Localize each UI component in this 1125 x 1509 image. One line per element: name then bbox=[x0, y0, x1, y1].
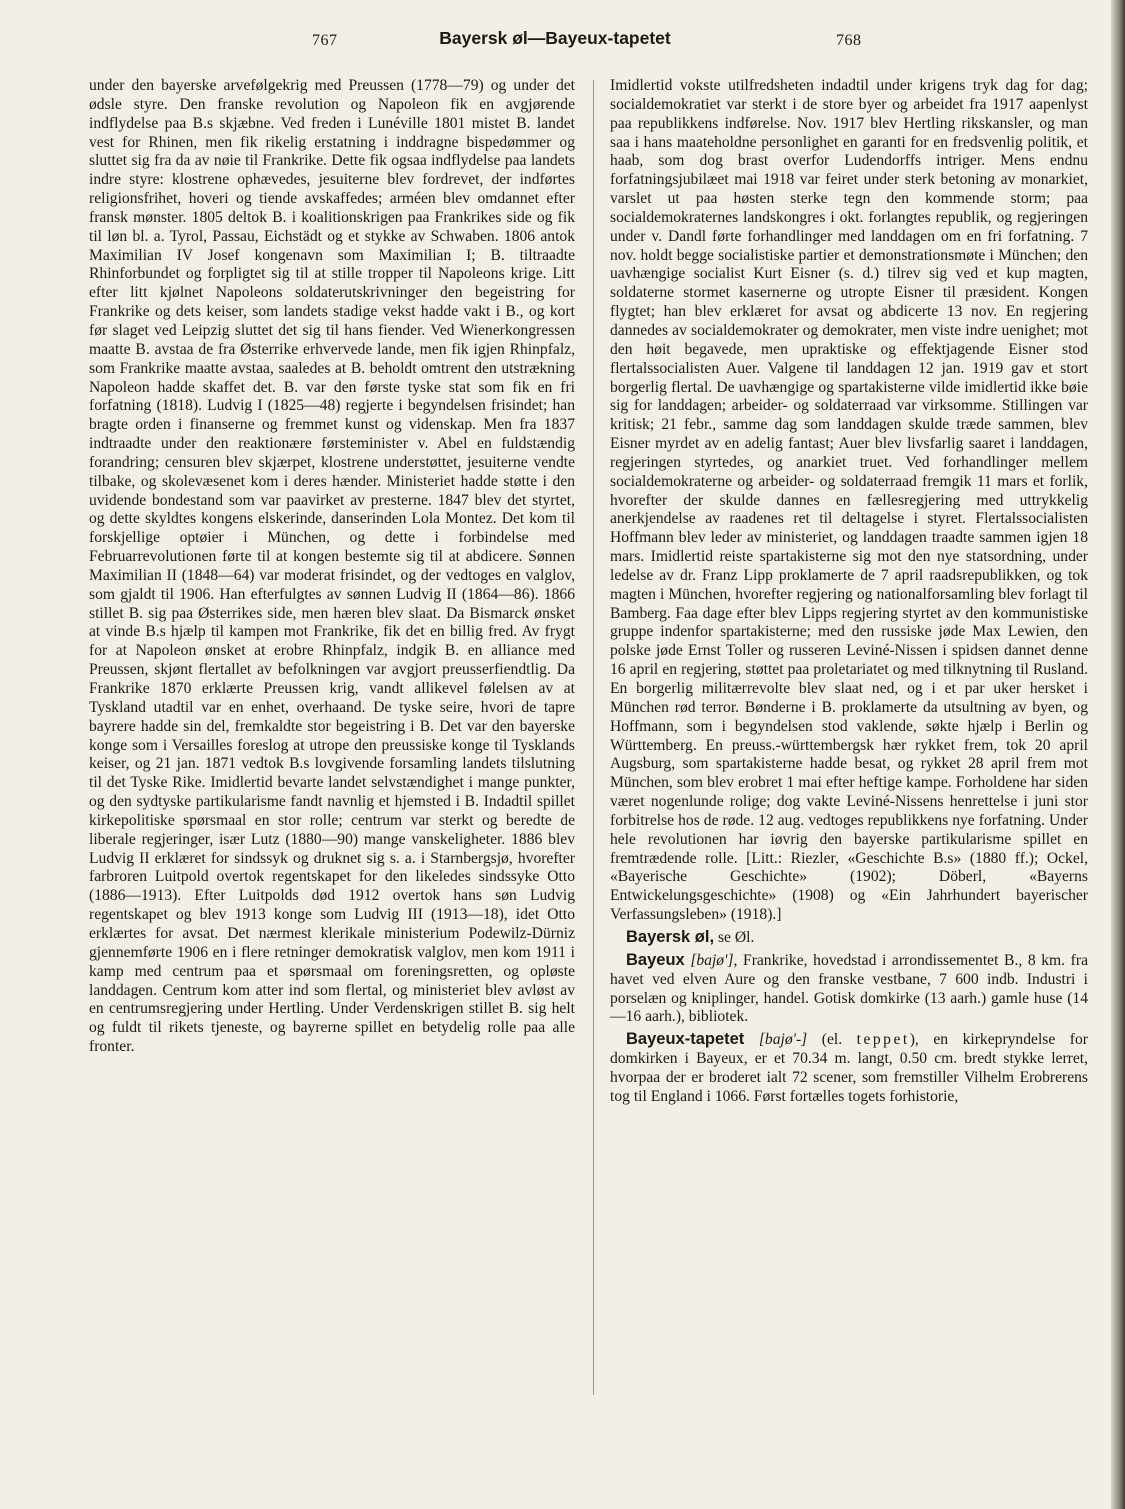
pronunciation: [bajø'] bbox=[690, 951, 734, 969]
running-header bbox=[0, 28, 1110, 58]
entry-body: , Frankrike, hovedstad i arrondissementet B., 8 km. fra havet ved elven Aure og den franske vestbane, 7 600 indb. Industri i porselæn og kniplinger, handel. Gotisk domkirke (13 aarh.) gamle huse (14—16 aarh.), bibliotek. bbox=[610, 951, 1088, 1026]
left-column-text: under den bayerske arvefølgekrig med Preussen (1778—79) og under det ødsle styre. Den franske revolution og Napoleon fik en avgjørende indflydelse paa B.s skjæbne. Ved freden i Lunéville 1801 mistet B. landet vest for Rhinen, men fik rikelig erstatning i inddragne bispedømmer og sluttet sig fra da av nøie til Frankrike. Dette fik ogsaa indflydelse paa landets indre styre: klostrene ophævedes, jesuiterne blev fordrevet, der indførtes religionsfrihet, hoveri og tiende avskaffedes; arméen blev omdannet efter fransk mønster. 1805 deltok B. i koalitionskrigen paa Frankrikes side og fik til løn bl. a. Tyrol, Passau, Eichstädt og et stykke av Schwaben. 1806 antok Maximilian IV Josef kongenavn som Maximilian I; B. tiltraadte Rhinforbundet og forpligtet sig til at stille tropper til Napoleons krige. Litt efter litt kjølnet Napoleons soldaterutskrivninger den begeistring for Frankrike og dets keiser, som landets stadige vekst hadde vakt i B., og kort før slaget ved Leipzig sluttet det sig til hans fiender. Ved Wienerkongressen maatte B. avstaa de fra Østerrike erhvervede lande, men fik igjen Rhinpfalz, som Frankrike maatte avstaa, saaledes at B. beholdt omtrent den utstrækning Napoleon hadde skaffet det. B. var den første tyske stat som fik en fri forfatning (1818). Ludvig I (1825—48) regjerte i begyndelsen frisindet; han bragte orden i finanserne og fremmet kunst og videnskap. Men fra 1837 indtraadte under den reaktionære førsteminister v. Abel en fuldstændig forandring; censuren blev skjærpet, klostrene understøttet, jesuiterne vendte tilbake, og skolevæsenet kom i deres hænder. Ministeriet hadde støtte i den uvidende bondestand som var paavirket av presterne. 1847 blev det styrtet, og dette skyldtes kongens elskerinde, danserinden Lola Montez. Det kom til forskjellige optøier i München, og dette i forbindelse med Februarrevolutionen førte til at kongen bestemte sig til at abdicere. Sønnen Maximilian II (1848—64) var moderat frisindet, og der vedtoges en valglov, som gjaldt til 1906. Han efterfulgtes av sønnen Ludvig II (1864—86). 1866 stillet B. sig paa Østerrikes side, men hæren blev slaat. Da Bismarck ønsket at vinde B.s hjælp til kampen mot Frankrike, fik det en billig fred. Av frygt for at Napoleon ønsket at erobre Rhinpfalz, indgik B. en alliance med Preussen, skjønt flertallet av befolkningen var avgjort preusserfiendtlig. Da Frankrike 1870 erklærte Preussen krig, vandt allikevel følelsen av at Tyskland utadtil var en enhet, overhaand. De tyske seire, hvori de tapre bayrere hadde sin del, fremkaldte stor begeistring i B. Det var den bayerske konge som i Versailles foreslog at utrope den preussiske konge til Tysklands keiser, og 21 jan. 1871 vedtok B.s lovgivende forsamling landets tilslutning til det Tyske Rike. Imidlertid bevarte landet selvstændighet i mange punkter, og den sydtyske partikularisme fandt navnlig et hjemsted i B. Indadtil spillet kirkepolitiske spørsmaal en stor rolle; centrum var sterkt og beredte de liberale regjeringer, især Lutz (1880—90) mange vanskeligheter. 1886 blev Ludvig II erklæret for sindssyk og druknet sig s. a. i Starnbergsjø, hvorefter farbroren Luitpold overtok regentskapet for den likeledes sindssyke Otto (1886—1913). Efter Luitpolds død 1912 overtok hans søn Ludvig regentskapet og blev 1913 konge som Ludvig III (1913—18), idet Otto erklærtes for avsat. Det nærmest klerikale ministerium Podewilz-Dürniz gjennemførte 1906 en i flere retninger demokratisk valglov, men kom 1911 i kamp med centrum paa et spørsmaal om foreningsretten, og opløste landdagen. Centrum kom atter ind som flertal, og ministeriet blev avløst av en centrumsregjering under Hertling. Under Verdenskrigen stillet B. sig helt og fuldt til rikets tjeneste, og bayrerne spillet en betydelig rolle paa alle fronter. bbox=[89, 77, 575, 1056]
left-column bbox=[89, 77, 575, 1057]
column-divider bbox=[593, 80, 594, 1395]
entry-bayersk-ol bbox=[610, 928, 1088, 948]
page-binding-edge bbox=[1111, 0, 1125, 1509]
pronunciation: [bajø'-] bbox=[758, 1031, 808, 1049]
headword: Bayeux-tapetet bbox=[626, 1030, 745, 1049]
right-column-text: Imidlertid vokste utilfredsheten indadtil under krigens tryk dag for dag; socialdemokratiet var sterkt i de store byer og arbeidet fra 1917 aapenlyst paa republikkens indførelse. Nov. 1917 blev Hertling rikskansler, og man saa i hans maateholdne personlighet en garanti for en fredsvenlig politik, et haab, som dog brast overfor Ludendorffs intriger. Mens endnu forfatningsjubilæet mai 1918 var feiret under sterk betoning av monarkiet, varslet ut paa høsten sterke tegn den kommende storm; paa socialdemokraternes landskongres i okt. forlangtes republik, og regjeringen under v. Dandl førte forhandlinger med landdagen om en fri forfatning. 7 nov. holdt begge socialistiske partier et demonstrationsmøte i München; den uavhængige socialist Kurt Eisner (s. d.) tilrev sig ved et kup magten, soldaterne stormet kasernerne og utropte Eisner til præsident. Kongen flygtet; han blev erklæret for avsat og abdicerte 13 nov. En regjering dannedes av socialdemokrater og demokrater, men viste indre uenighet; mot den høit begavede, men upraktiske og effektjagende Eisner stod flertalssocialisten Auer. Valgene til landdagen 12 jan. 1919 gav et stort borgerlig flertal. De uavhængige og spartakisterne vilde imidlertid ikke bøie sig for landdagen; arbeider- og soldaterraad var virksomme. Stillingen var kritisk; 21 febr., samme dag som landdagen skulde træde sammen, blev Eisner myrdet av en adelig fantast; Auer blev livsfarlig saaret i landdagen, regjeringen styrtedes, og anarkiet truet. Ved forhandlinger mellem socialdemokraterne og arbeider- og soldaterraad fremgik 11 mars et forlik, hvorefter der skulde dannes en fællesregjering med uttrykkelig anerkjendelse av raadenes ret til deltagelse i styret. Flertalssocialisten Hoffmann blev leder av ministeriet, og landdagen traadte sammen igjen 18 mars. Imidlertid reiste spartakisterne sig mot den nye statsordning, under ledelse av dr. Franz Lipp proklamerte de 7 april raadsrepublikken, og tok magten i München, hvorefter regjering og nationalforsamling blev forlagt til Bamberg. Faa dage efter blev Lipps regjering styrtet av den kommunistiske gruppe indenfor spartakisterne; med den russiske jøde Max Lewien, den polske jøde Ernst Toller og russeren Leviné-Nissen i spidsen dannet denne 16 april en regjering, støttet paa proletariatet og med tilknytning til Rusland. En borgerlig militærrevolte blev slaat ned, og i et par uker hersket i München rød terror. Bønderne i B. proklamerte da utsultning av byen, og Hoffmann, som i begyndelsen stod vaklende, søkte hjælp i Berlin og Württemberg. En preuss.-württembergsk hær rykket frem, tok 20 april Augsburg, som spartakisterne hadde besat, og rykket 28 april frem mot München, som blev erobret 1 mai efter heftige kampe. Forholdene har siden været nogenlunde rolige; dog vakte Leviné-Nissens henrettelse i juni stor forbitrelse hos de røde. 12 aug. vedtoges republikkens nye forfatning. Under hele revolutionen har iøvrig den bayerske partikularisme spillet en fremtrædende rolle. [Litt.: Riezler, «Geschichte B.s» (1880 ff.); Ockel, «Bayerische Geschichte» (1902); Döberl, «Bayerns Entwickelungsgeschichte» (1908) og «Ein Jahrhundert bayerischer Verfassungsleben» (1918).] bbox=[610, 77, 1088, 924]
entry-bayeux bbox=[610, 951, 1088, 1027]
entry-alt-open: (el. bbox=[807, 1031, 857, 1049]
right-column bbox=[610, 77, 1088, 1107]
entry-body: se Øl. bbox=[714, 928, 755, 946]
headword: Bayersk øl, bbox=[626, 927, 715, 946]
alt-name: teppet bbox=[856, 1031, 910, 1049]
right-page-number: 768 bbox=[836, 32, 862, 49]
running-title: Bayersk øl—Bayeux-tapetet bbox=[439, 28, 671, 48]
entry-bayeux-tapetet bbox=[610, 1030, 1088, 1106]
left-page-number: 767 bbox=[312, 32, 338, 49]
headword: Bayeux bbox=[626, 950, 685, 969]
entry-body: ), en kirkepryndelse for domkirken i Bayeux, er et 70.34 m. langt, 0.50 cm. bredt stykke lerret, hvorpaa der er broderet ialt 72 scener, som fremstiller Vilhelm Erobrerens tog til England i 1066. Først fortælles togets forhistorie, bbox=[610, 1031, 1088, 1105]
